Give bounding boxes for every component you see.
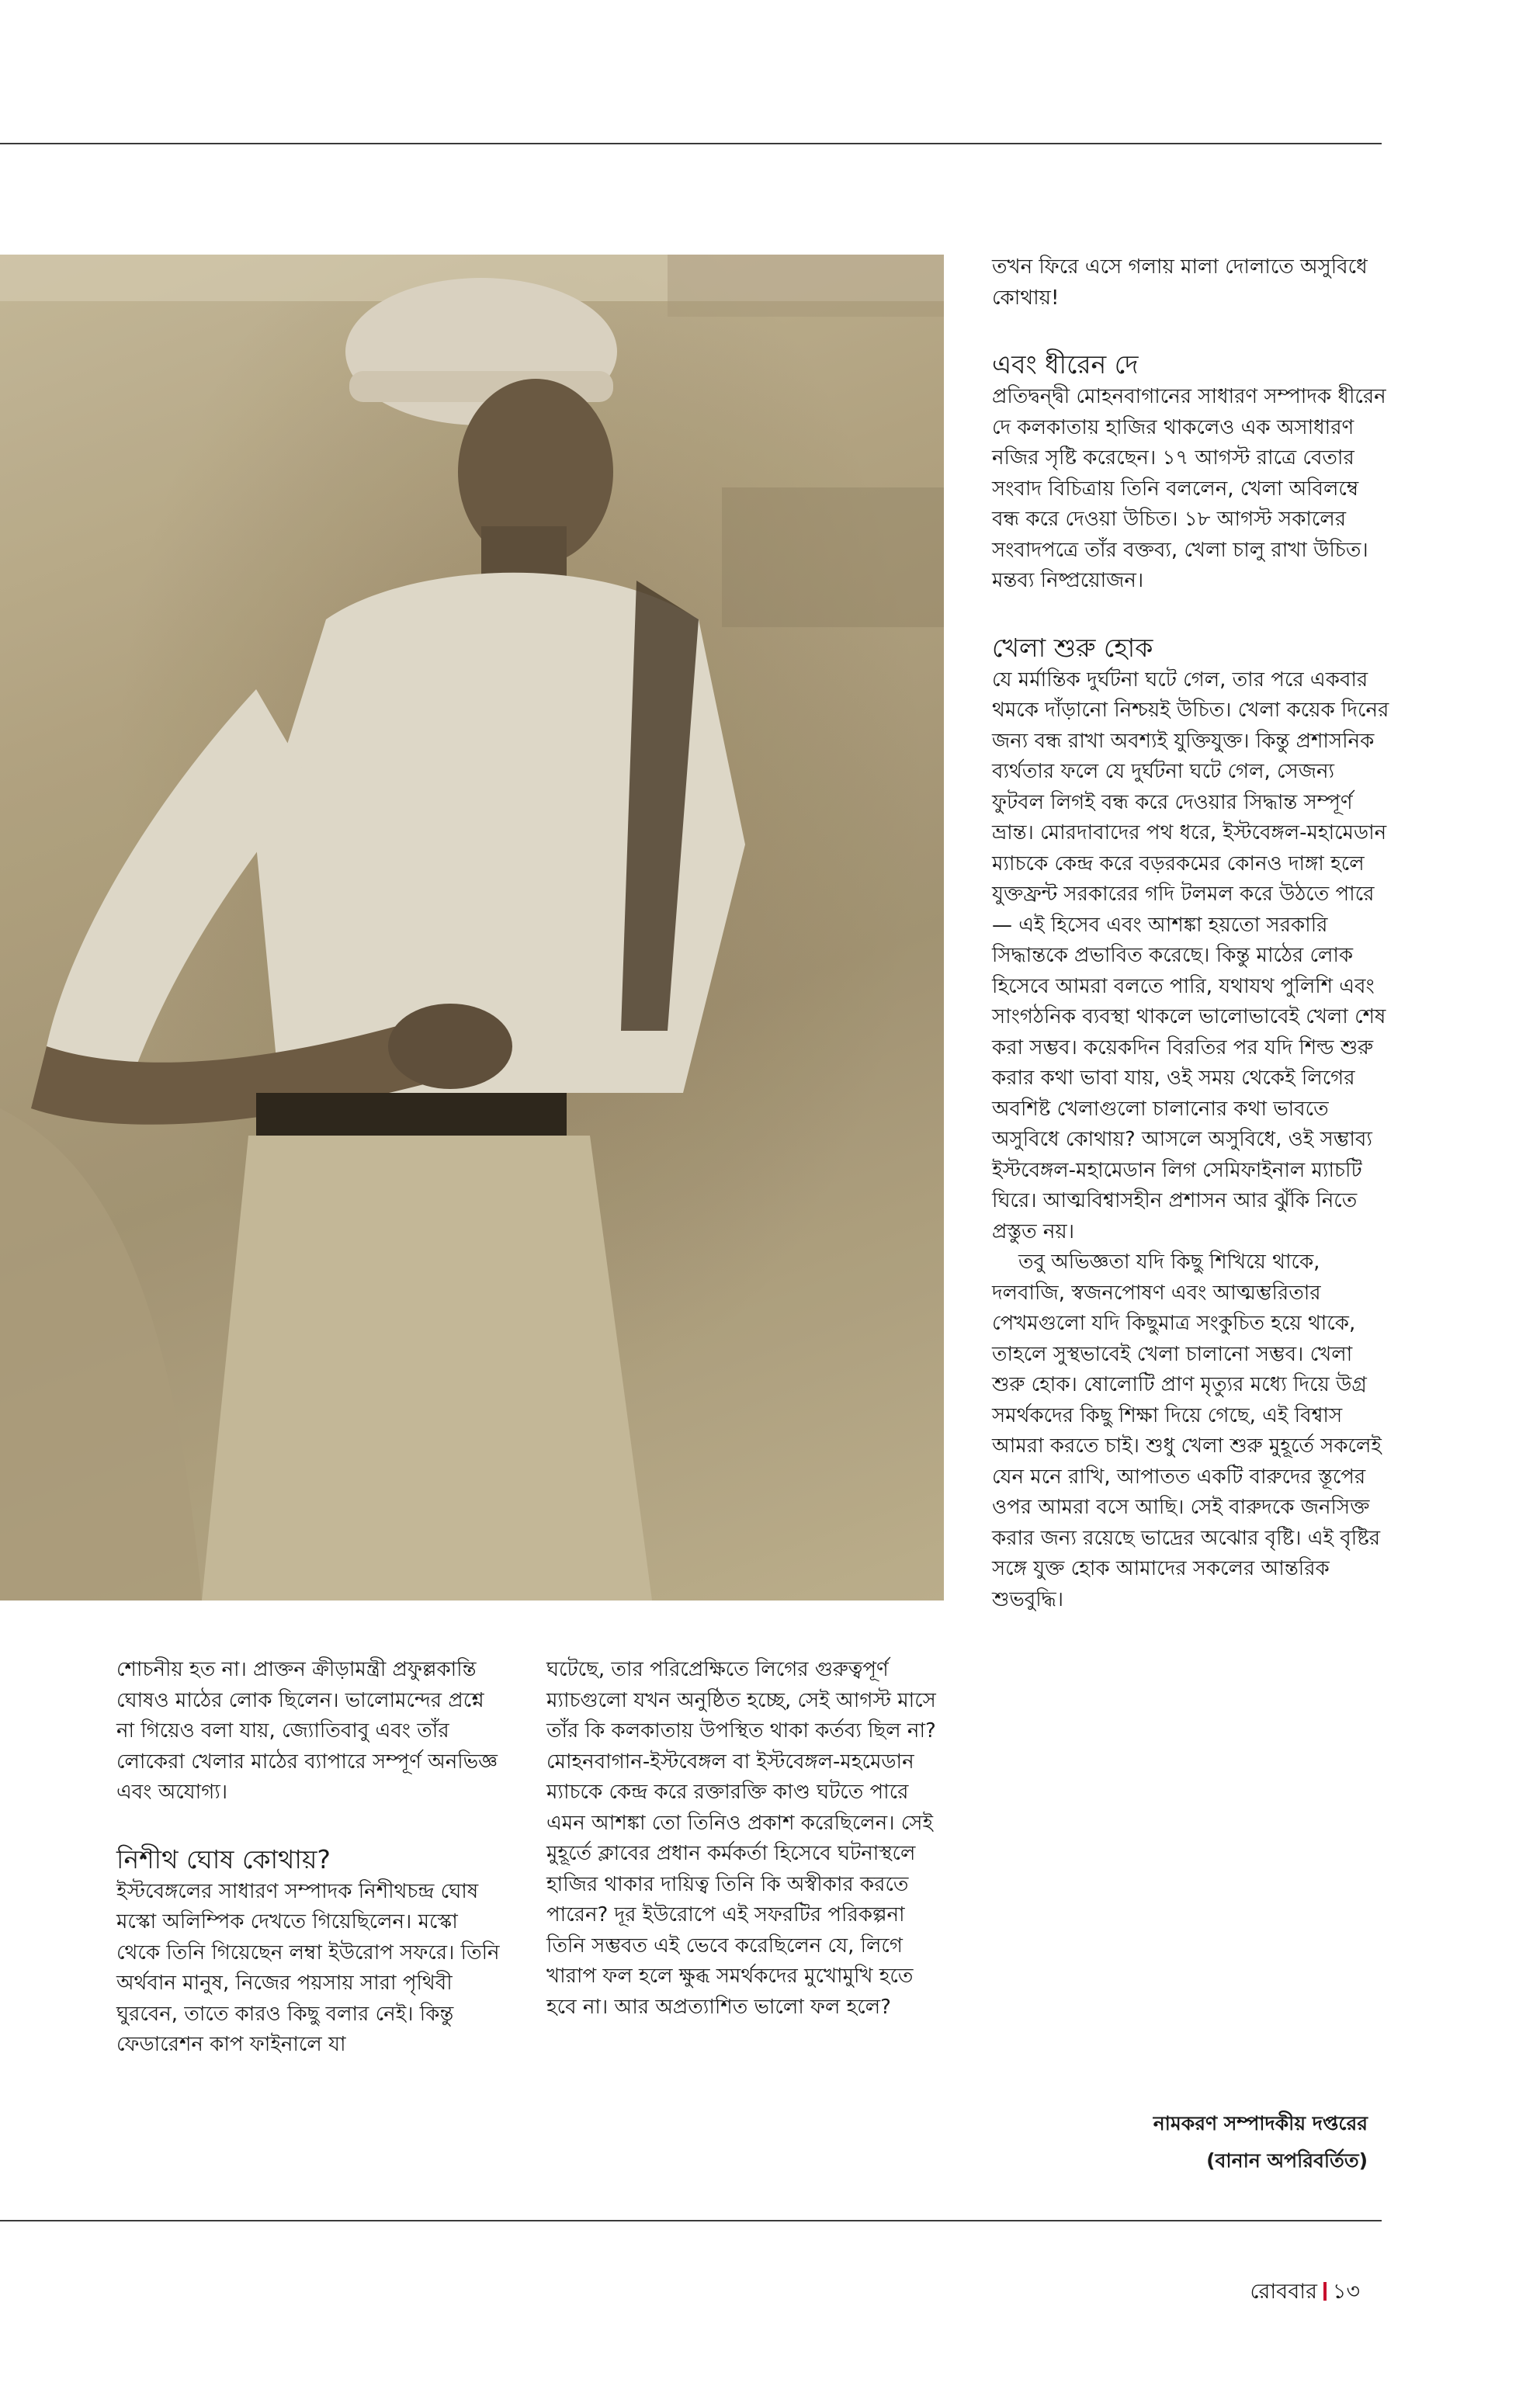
credit-block (1153, 2105, 1368, 2180)
photo-illustration (0, 255, 944, 1601)
folio-divider (1323, 2282, 1327, 2301)
credit-line-1: নামকরণ সম্পাদকীয় দপ্তরের (1153, 2112, 1368, 2135)
page-footer (1250, 2278, 1360, 2306)
section-heading-nishith-ghosh: নিশীথ ঘোষ কোথায়? (116, 1843, 331, 1875)
magazine-name: রোববার (1250, 2280, 1317, 2304)
left-column (116, 1655, 505, 2061)
middle-column (546, 1655, 938, 2023)
credit-line-2: (বানান অপরিবর্তিত) (1206, 2149, 1368, 2172)
left-body-paragraph-1: শোচনীয় হত না। প্রাক্তন ক্রীড়ামন্ত্রী প্রফুল্লকান্তি ঘোষও মাঠের লোক ছিলেন। ভালোমন্দের প্রশ্নে না গিয়েও বলা যায়, জ্যোতিবাবু এবং তাঁর লোকেরা খেলার মাঠের ব্যাপারে সম্পূর্ণ অনভিজ্ঞ এবং অযোগ্য। (116, 1658, 498, 1804)
section-heading-khela-shuru: খেলা শুরু হোক (992, 632, 1153, 663)
section-body-khela-shuru-1: যে মর্মান্তিক দুর্ঘটনা ঘটে গেল, তার পরে একবার থমকে দাঁড়ানো নিশ্চয়ই উচিত। খেলা কয়েক দিনের জন্য বন্ধ রাখা অবশ্যই যুক্তিযুক্ত। কিন্তু প্রশাসনিক ব্যর্থতার ফলে যে দুর্ঘটনা ঘটে গেল, সেজন্য ফুটবল লিগই বন্ধ করে দেওয়ার সিদ্ধান্ত সম্পূর্ণ ভ্রান্ত। মোরদাবাদের পথ ধরে, ইস্টবেঙ্গল-মহামেডান ম্যাচকে কেন্দ্র করে বড়রকমের কোনও দাঙ্গা হলে যুক্তফ্রন্ট সরকারের গদি টলমল করে উঠতে পারে— এই হিসেব এবং আশঙ্কা হয়তো সরকারি সিদ্ধান্তকে প্রভাবিত করেছে। কিন্তু মাঠের লোক হিসেবে আমরা বলতে পারি, যথাযথ পুলিশি এবং সাংগঠনিক ব্যবস্থা থাকলে ভালোভাবেই খেলা শেষ করা সম্ভব। কয়েকদিন বিরতির পর যদি শিল্ড শুরু করার কথা ভাবা যায়, ওই সময় থেকেই লিগের অবশিষ্ট খেলাগুলো চালানোর কথা ভাবতে অসুবিধে কোথায়? আসলে অসুবিধে, ওই সম্ভাব্য ইস্টবেঙ্গল-মহামেডান লিগ সেমিফাইনাল ম্যাচটি ঘিরে। আত্মবিশ্বাসহীন প্রশাসন আর ঝুঁকি নিতে প্রস্তুত নয়। (992, 668, 1389, 1243)
left-body-paragraph-2: ইস্টবেঙ্গলের সাধারণ সম্পাদক নিশীথচন্দ্র ঘোষ মস্কো অলিম্পিক দেখতে গিয়েছিলেন। মস্কো থেকে তিনি গিয়েছেন লম্বা ইউরোপ সফরে। তিনি অর্থবান মানুষ, নিজের পয়সায় সারা পৃথিবী ঘুরবেন, তাতে কারও কিছু বলার নেই। কিন্তু ফেডারেশন কাপ ফাইনালে যা (116, 1879, 500, 2056)
right-intro-paragraph: তখন ফিরে এসে গলায় মালা দোলাতে অসুবিধে কোথায়! (992, 255, 1368, 310)
section-body-dhiren-de: প্রতিদ্বন্দ্বী মোহনবাগানের সাধারণ সম্পাদক ধীরেন দে কলকাতায় হাজির থাকলেও এক অসাধারণ নজির সৃষ্টি করেছেন। ১৭ আগস্ট রাত্রে বেতার সংবাদ বিচিত্রায় তিনি বললেন, খেলা অবিলম্বে বন্ধ করে দেওয়া উচিত। ১৮ আগস্ট সকালের সংবাদপত্রে তাঁর বক্তব্য, খেলা চালু রাখা উচিত। মন্তব্য নিষ্প্রয়োজন। (992, 385, 1386, 592)
bottom-rule (0, 2220, 1382, 2221)
section-body-khela-shuru-2: তবু অভিজ্ঞতা যদি কিছু শিখিয়ে থাকে, দলবাজি, স্বজনপোষণ এবং আত্মম্ভরিতার পেখমগুলো যদি কিছুমাত্র সংকুচিত হয়ে থাকে, তাহলে সুস্থভাবেই খেলা চালানো সম্ভব। খেলা শুরু হোক। ষোলোটি প্রাণ মৃত্যুর মধ্যে দিয়ে উগ্র সমর্থকদের কিছু শিক্ষা দিয়ে গেছে, এই বিশ্বাস আমরা করতে চাই। শুধু খেলা শুরু মুহূর্তে সকলেই যেন মনে রাখি, আপাতত একটি বারুদের স্তূপের ওপর আমরা বসে আছি। সেই বারুদকে জনসিক্ত করার জন্য রয়েছে ভাদ্রের অঝোর বৃষ্টি। এই বৃষ্টির সঙ্গে যুক্ত হোক আমাদের সকলের আন্তরিক শুভবুদ্ধি। (992, 1250, 1382, 1611)
right-column (992, 252, 1391, 1615)
top-rule (0, 143, 1382, 144)
section-heading-dhiren-de: এবং ধীরেন দে (992, 349, 1139, 380)
article-photo (0, 255, 944, 1601)
middle-body-paragraph: ঘটেছে, তার পরিপ্রেক্ষিতে লিগের গুরুত্বপূর্ণ ম্যাচগুলো যখন অনুষ্ঠিত হচ্ছে, সেই আগস্ট মাসে তাঁর কি কলকাতায় উপস্থিত থাকা কর্তব্য ছিল না? মোহনবাগান-ইস্টবেঙ্গল বা ইস্টবেঙ্গল-মহমেডান ম্যাচকে কেন্দ্র করে রক্তারক্তি কাণ্ড ঘটতে পারে এমন আশঙ্কা তো তিনিও প্রকাশ করেছিলেন। সেই মুহূর্তে ক্লাবের প্রধান কর্মকর্তা হিসেবে ঘটনাস্থলে হাজির থাকার দায়িত্ব তিনি কি অস্বীকার করতে পারেন? দূর ইউরোপে এই সফরটির পরিকল্পনা তিনি সম্ভবত এই ভেবে করেছিলেন যে, লিগে খারাপ ফল হলে ক্ষুব্ধ সমর্থকদের মুখোমুখি হতে হবে না। আর অপ্রত্যাশিত ভালো ফল হলে? (546, 1658, 936, 2019)
page-number: ১৩ (1332, 2280, 1360, 2304)
